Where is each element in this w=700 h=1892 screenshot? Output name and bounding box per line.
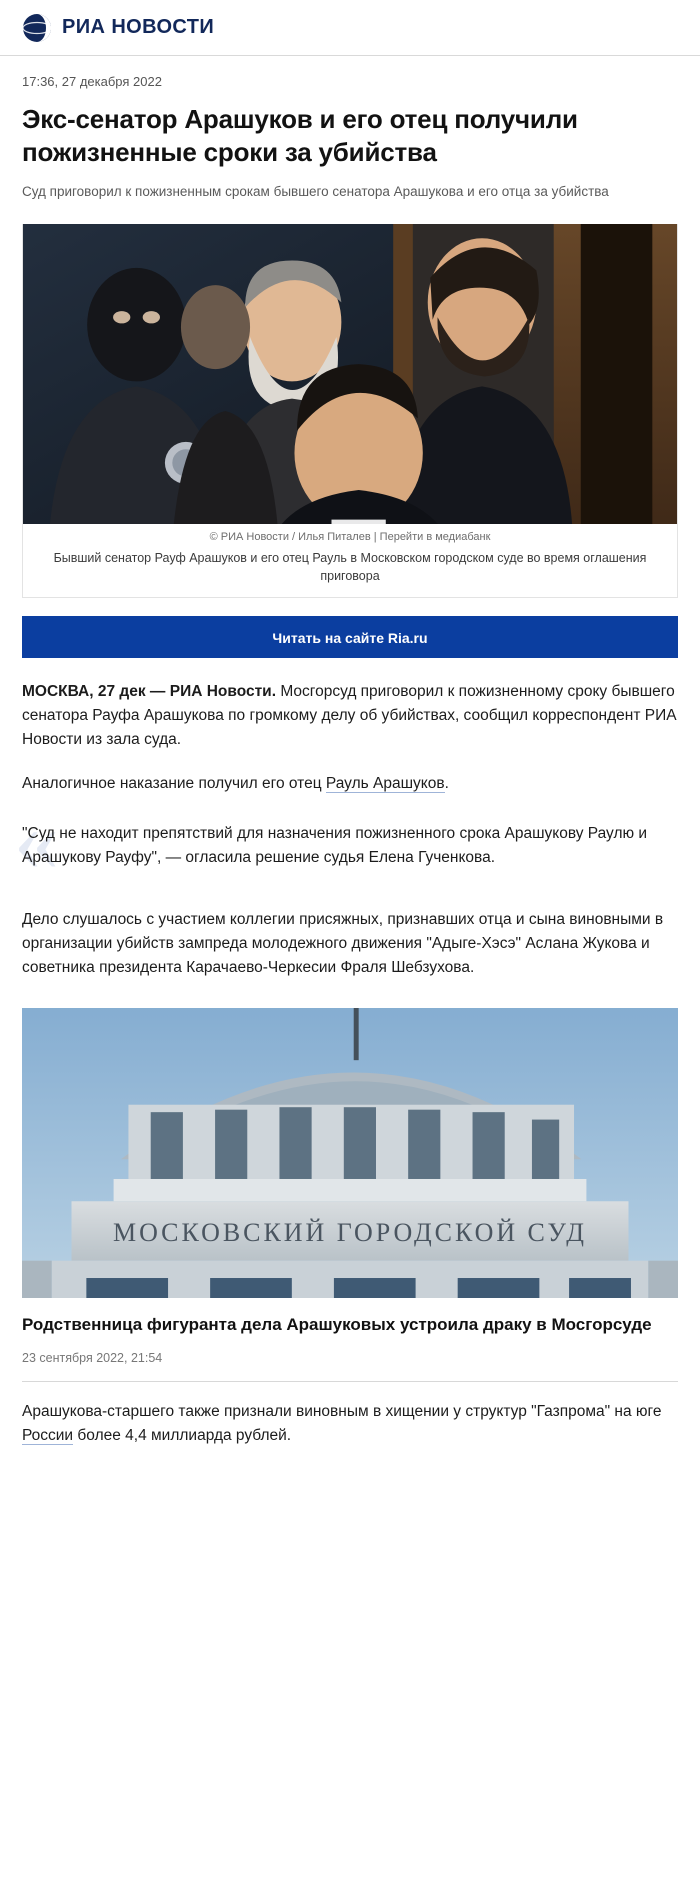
article-container: [0, 56, 700, 1448]
divider: [22, 1381, 678, 1382]
photo-credit: [23, 524, 677, 545]
dateline: МОСКВА, 27 дек — РИА Новости.: [22, 682, 277, 700]
link-russia[interactable]: России: [22, 1426, 74, 1444]
pull-quote: [14, 790, 678, 890]
quote-mark-icon: «: [14, 790, 59, 890]
article-subheadline: Суд приговорил к пожизненным срокам бывшего сенатора Арашукова и его отца за убийства: [22, 184, 609, 199]
second-paragraph: [22, 772, 678, 796]
media-bank-link[interactable]: Перейти в медиабанк: [379, 530, 491, 543]
tail-paragraph-suffix: более 4,4 миллиарда рублей.: [73, 1426, 292, 1444]
photo-caption: Бывший сенатор Рауф Арашуков и его отец Рауль в Московском городском суде во время оглашения приговора: [53, 550, 647, 583]
article-body: [14, 680, 678, 980]
related-article-date: 23 сентября 2022, 21:54: [22, 1350, 163, 1365]
site-header: [0, 0, 700, 56]
related-article-photo: [22, 1008, 678, 1298]
article-figure: [22, 224, 678, 598]
read-on-site-button[interactable]: Читать на сайте Ria.ru: [22, 616, 678, 658]
tail-paragraph-prefix: Арашукова-старшего также признали виновным в хищении у структур "Газпрома" на юге: [22, 1402, 662, 1420]
site-logo[interactable]: [22, 13, 214, 43]
third-paragraph: Дело слушалось с участием коллегии присяжных, признавших отца и сына виновными в организации убийств зампреда молодежного движения "Адыге-Хэсэ" Аслана Жукова и советника президента Карачаево-Черкесии Фраля Шебзухова.: [22, 910, 664, 976]
related-article-card[interactable]: [22, 1008, 678, 1448]
quote-text: "Суд не находит препятствий для назначения пожизненного срока Арашукову Раулю и Арашукову Рауфу", — огласила решение судья Елена Гученкова.: [22, 824, 648, 866]
link-raul-arashukov[interactable]: Рауль Арашуков: [325, 774, 445, 792]
photo-credit-separator: |: [373, 530, 377, 543]
lead-paragraph-text: Мосгорсуд приговорил к пожизненному сроку бывшего сенатора Рауфа Арашукова по громкому делу об убийствах, сообщил корреспондент РИА Новости из зала суда.: [22, 682, 677, 748]
article-photo: [23, 224, 677, 524]
related-article-title[interactable]: Родственница фигуранта дела Арашуковых устроила драку в Мосгорсуде: [22, 1314, 652, 1334]
second-paragraph-suffix: .: [444, 774, 449, 792]
lead-paragraph: [22, 680, 678, 752]
svg-text:МОСКОВСКИЙ ГОРОДСКОЙ СУД: МОСКОВСКИЙ ГОРОДСКОЙ СУД: [113, 1217, 587, 1247]
tail-paragraph: [22, 1400, 678, 1448]
site-logo-text: РИА НОВОСТИ: [62, 16, 215, 38]
ria-globe-icon: [22, 13, 52, 43]
page-title: Экс-сенатор Арашуков и его отец получили пожизненные сроки за убийства: [22, 104, 578, 167]
second-paragraph-prefix: Аналогичное наказание получил его отец: [22, 774, 326, 792]
article-timestamp: 17:36, 27 декабря 2022: [22, 74, 162, 89]
photo-credit-copyright: © РИА Новости / Илья Питалев: [209, 530, 371, 543]
